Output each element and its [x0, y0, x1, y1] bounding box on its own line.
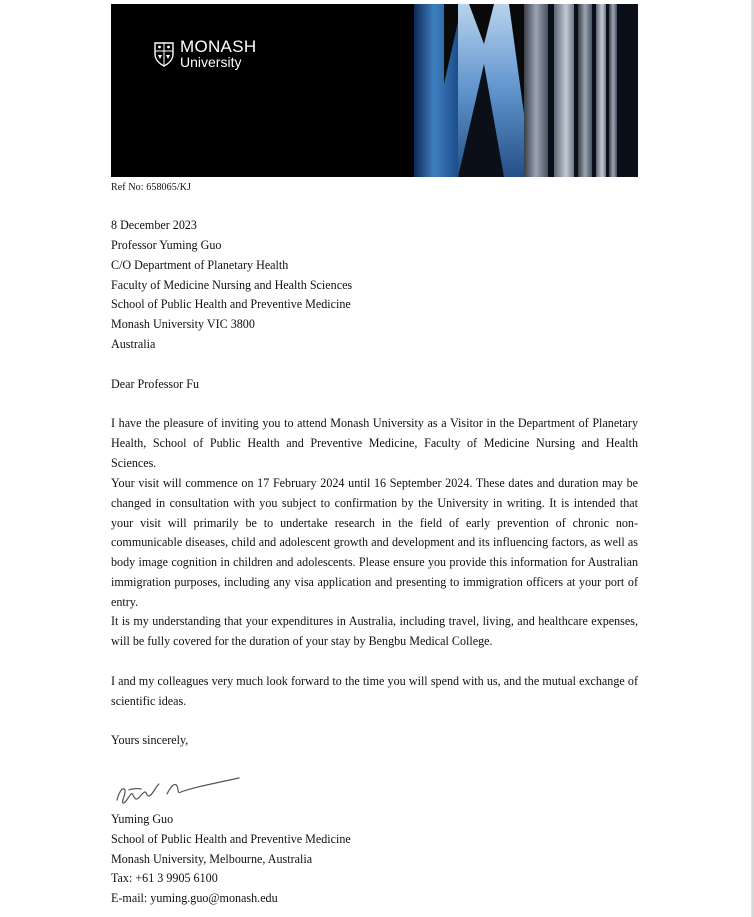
signatory-phone: Tax: +61 3 9905 6100: [111, 871, 218, 886]
paragraph-visit-details: Your visit will commence on 17 February 2024 until 16 September 2024. These dates and duration may be changed in consultation with you subject to confirmation by the University in writing. It is intended that your visit will primarily be to undertake research in the field of early prevention of chronic non-communicable diseases, child and adolescent growth and development and its influencing factors, as well as body image cognition in children and adolescents. Please ensure you provide this information for Australian immigration purposes, including any visa application and presenting to immigration officers at your port of entry.: [111, 476, 638, 609]
banner-graphic: [414, 4, 638, 177]
signatory-name: Yuming Guo: [111, 812, 174, 826]
recipient-line: School of Public Health and Preventive Medicine: [111, 297, 351, 312]
signatory-block: [111, 810, 638, 909]
letterhead-banner: [111, 4, 638, 177]
logo-monash-text: MONASH: [180, 37, 257, 56]
recipient-line: Australia: [111, 336, 156, 351]
signatory-institution: Monash University, Melbourne, Australia: [111, 851, 313, 866]
recipient-line: C/O Department of Planetary Health: [111, 257, 289, 272]
crest-icon: [153, 41, 175, 67]
signatory-email: E-mail: yuming.guo@monash.edu: [111, 891, 278, 906]
paragraph-expenses: It is my understanding that your expenditures in Australia, including travel, living, and healthcare expenses, will be fully covered for the duration of your stay by Bengbu Medical College.: [111, 614, 638, 648]
recipient-line: Faculty of Medicine Nursing and Health Sciences: [111, 277, 353, 292]
signatory-school: School of Public Health and Preventive Medicine: [111, 831, 351, 846]
recipient-line: Professor Yuming Guo: [111, 238, 222, 252]
handwritten-signature: [111, 772, 243, 808]
university-logo: [153, 38, 256, 69]
closing: Yours sincerely,: [111, 733, 189, 747]
paragraph-closing-remarks: I and my colleagues very much look forward to the time you will spend with us, and the mutual exchange of scientific ideas.: [111, 674, 638, 708]
recipient-line: Monash University VIC 3800: [111, 317, 255, 332]
reference-number: Ref No: 658065/KJ: [111, 182, 192, 193]
recipient-address: [111, 236, 638, 355]
salutation: Dear Professor Fu: [111, 377, 199, 391]
logo-university-text: University: [180, 54, 242, 70]
letter-date: 8 December 2023: [111, 218, 197, 232]
paragraph-invitation: I have the pleasure of inviting you to attend Monash University as a Visitor in the Department of Planetary Health, School of Public Health and Preventive Medicine, Faculty of Medicine Nursing and Health Sciences.: [111, 416, 638, 470]
